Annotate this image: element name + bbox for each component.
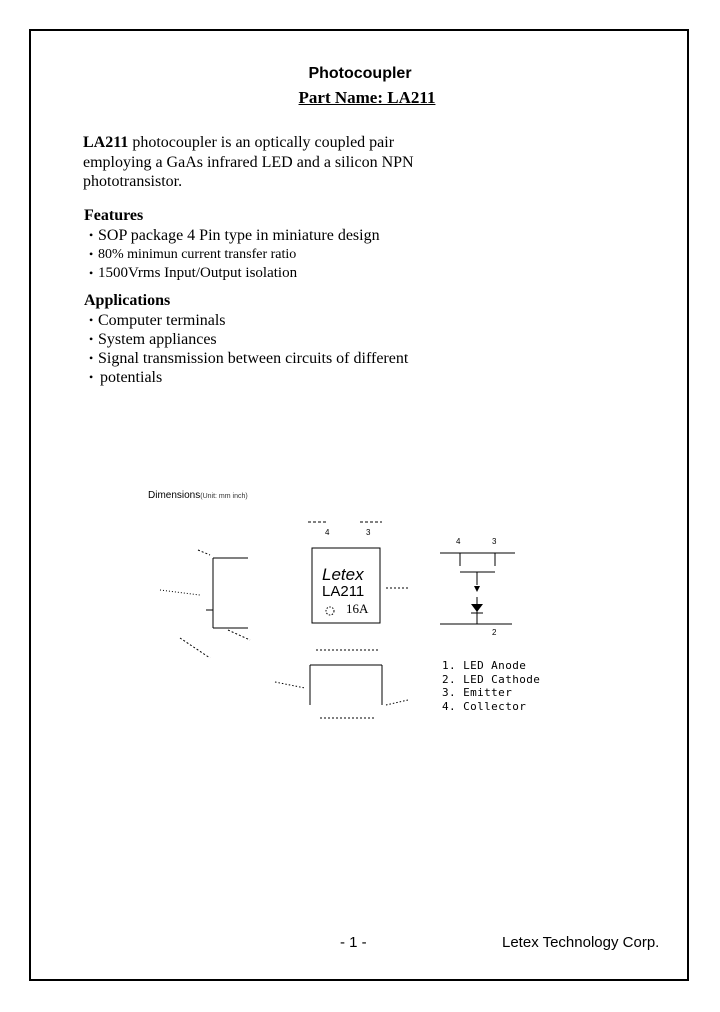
front-view <box>275 650 408 718</box>
led-diode-icon <box>471 604 483 612</box>
pin-list-item: 3. Emitter <box>442 686 513 699</box>
schematic-pin-4: 4 <box>456 537 461 546</box>
package-pin-3: 3 <box>366 528 371 537</box>
marking-part: LA211 <box>322 583 365 600</box>
intro-line-1 <box>83 133 453 153</box>
part-name <box>0 88 720 108</box>
marking-code: 16A <box>346 601 369 616</box>
pin-list <box>442 659 540 713</box>
page-number: - 1 - <box>340 934 367 951</box>
application-item: • Computer terminals <box>89 311 408 330</box>
intro-line-2: employing a GaAs infrared LED and a silicon NPN <box>83 153 414 171</box>
part-name-text: Part Name: LA211 <box>298 88 436 107</box>
arrow-down-icon <box>474 586 480 592</box>
applications-list <box>89 311 408 387</box>
intro-part: LA211 <box>83 134 129 151</box>
features-list <box>89 226 380 283</box>
package-pin-4: 4 <box>325 528 330 537</box>
features-heading: Features <box>84 207 144 224</box>
marking-brand: Letex <box>322 565 364 584</box>
application-item-continuation: • potentials <box>89 368 408 387</box>
pin-list-item: 2. LED Cathode <box>442 672 541 686</box>
pin-list-item: 1. LED Anode <box>442 659 527 672</box>
company-name: Letex Technology Corp. <box>502 934 660 951</box>
schematic-pin-2: 2 <box>492 628 497 637</box>
feature-item: • 80% minimun current transfer ratio <box>89 245 380 264</box>
applications-heading: Applications <box>84 292 171 309</box>
intro-paragraph <box>83 133 453 192</box>
intro-line-3: phototransistor. <box>83 173 183 190</box>
dimensions-unit: (Unit: mm inch) <box>200 493 248 500</box>
feature-item: • 1500Vrms Input/Output isolation <box>89 264 380 283</box>
application-item: • System appliances <box>89 330 408 349</box>
feature-item: • SOP package 4 Pin type in miniature design <box>89 226 380 245</box>
side-view <box>160 550 250 658</box>
intro-line-1-rest: photocoupler is an optically coupled pair <box>128 134 395 151</box>
doc-title: Photocoupler <box>308 65 412 82</box>
pin-list-item: 4. Collector <box>442 699 527 713</box>
dimensions-label-text: Dimensions <box>148 490 201 501</box>
schematic-pin-3: 3 <box>492 537 497 546</box>
application-item: • Signal transmission between circuits of different <box>89 349 408 368</box>
